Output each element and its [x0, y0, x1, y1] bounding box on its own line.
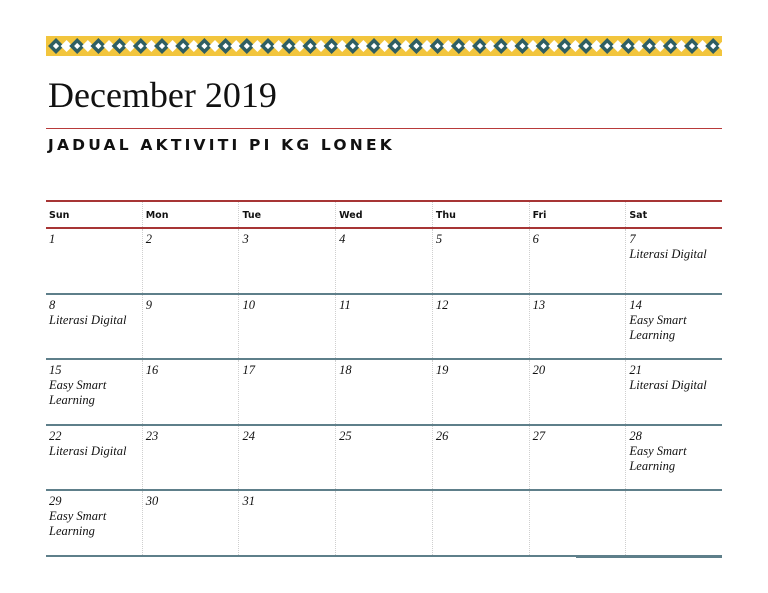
day-number: 19: [435, 363, 449, 377]
day-cell[interactable]: [433, 426, 530, 490]
calendar-week-row: [46, 426, 722, 492]
day-number: 6: [532, 232, 539, 246]
day-number: 29: [49, 494, 62, 508]
day-number: 3: [242, 232, 249, 246]
day-event: Literasi Digital: [49, 312, 127, 327]
diamond-icon: [718, 40, 722, 52]
day-cell[interactable]: [239, 491, 336, 555]
day-cell[interactable]: [530, 295, 627, 359]
weekday-label: Wed: [336, 202, 433, 227]
day-cell[interactable]: [143, 295, 240, 359]
weekday-label: Fri: [530, 202, 627, 227]
day-cell[interactable]: [530, 426, 627, 490]
day-event: Easy Smart Learning: [629, 312, 687, 342]
weekday-label: Sun: [46, 202, 143, 227]
day-cell[interactable]: [626, 491, 722, 555]
day-event: Easy Smart Learning: [49, 509, 107, 538]
day-number: 26: [435, 428, 449, 443]
day-number: 17: [242, 363, 255, 377]
day-number: 1: [49, 232, 56, 246]
day-event: Easy Smart Learning: [49, 378, 107, 407]
day-cell[interactable]: [46, 491, 143, 555]
day-cell[interactable]: [626, 229, 722, 293]
day-number: 11: [339, 297, 351, 312]
weekday-label: Thu: [433, 202, 530, 227]
calendar-week-row: [46, 360, 722, 426]
day-number: 22: [49, 428, 62, 443]
calendar-grid: [46, 200, 722, 557]
day-cell[interactable]: [433, 229, 530, 293]
day-cell[interactable]: [46, 295, 143, 359]
day-number: 12: [435, 297, 449, 312]
day-number: 23: [145, 428, 159, 443]
day-event: Literasi Digital: [629, 378, 707, 392]
day-cell[interactable]: [530, 229, 627, 293]
day-number: 10: [242, 297, 255, 312]
day-number: 18: [339, 363, 352, 377]
day-cell[interactable]: [143, 360, 240, 424]
weekday-header: [46, 200, 722, 229]
day-cell[interactable]: [433, 360, 530, 424]
day-cell[interactable]: [530, 491, 627, 555]
day-number: 28: [629, 428, 642, 443]
day-event: Easy Smart Learning: [629, 443, 687, 473]
day-cell[interactable]: [433, 295, 530, 359]
calendar-week-row: [46, 229, 722, 295]
calendar-week-row: [46, 491, 722, 557]
day-number: 14: [629, 297, 642, 312]
day-number: 2: [145, 232, 152, 246]
day-number: 4: [339, 232, 346, 246]
day-cell[interactable]: [530, 360, 627, 424]
day-cell[interactable]: [336, 360, 433, 424]
day-number: 9: [145, 297, 152, 312]
day-cell[interactable]: [433, 491, 530, 555]
day-event: Literasi Digital: [49, 443, 127, 458]
diamond-pattern-icon: [46, 36, 722, 56]
weekday-label: Tue: [239, 202, 336, 227]
day-cell[interactable]: [46, 229, 143, 293]
day-cell[interactable]: [336, 295, 433, 359]
divider: [576, 556, 722, 558]
day-cell[interactable]: [626, 295, 722, 359]
day-number: 16: [145, 363, 159, 377]
calendar-week-row: [46, 295, 722, 361]
day-cell[interactable]: [626, 426, 722, 490]
day-number: 8: [49, 297, 56, 312]
day-number: 30: [145, 494, 159, 508]
day-cell[interactable]: [239, 426, 336, 490]
day-number: 27: [532, 428, 546, 443]
day-cell[interactable]: [239, 295, 336, 359]
day-cell[interactable]: [46, 360, 143, 424]
day-number: 7: [629, 232, 636, 246]
weekday-label: Sat: [629, 210, 648, 221]
day-cell[interactable]: [626, 360, 722, 424]
divider: [46, 128, 722, 129]
calendar-weeks: [46, 229, 722, 557]
page-title: December 2019: [48, 75, 277, 115]
day-number: 21: [629, 363, 642, 377]
day-number: 24: [242, 428, 255, 443]
day-event: Literasi Digital: [629, 247, 707, 261]
day-number: 5: [435, 232, 443, 246]
day-number: 20: [532, 363, 546, 377]
weekday-label: Mon: [143, 202, 240, 227]
day-cell[interactable]: [239, 360, 336, 424]
day-cell[interactable]: [46, 426, 143, 490]
day-cell[interactable]: [143, 426, 240, 490]
day-cell[interactable]: [143, 229, 240, 293]
day-cell[interactable]: [336, 426, 433, 490]
day-cell[interactable]: [336, 491, 433, 555]
day-number: 15: [49, 363, 62, 377]
calendar-subtitle: JADUAL AKTIVITI PI KG LONEK: [48, 136, 395, 154]
day-cell[interactable]: [143, 491, 240, 555]
day-cell[interactable]: [336, 229, 433, 293]
day-number: 13: [532, 297, 546, 312]
day-cell[interactable]: [239, 229, 336, 293]
day-number: 31: [242, 494, 255, 508]
day-number: 25: [339, 428, 352, 443]
decorative-band: [46, 36, 722, 56]
